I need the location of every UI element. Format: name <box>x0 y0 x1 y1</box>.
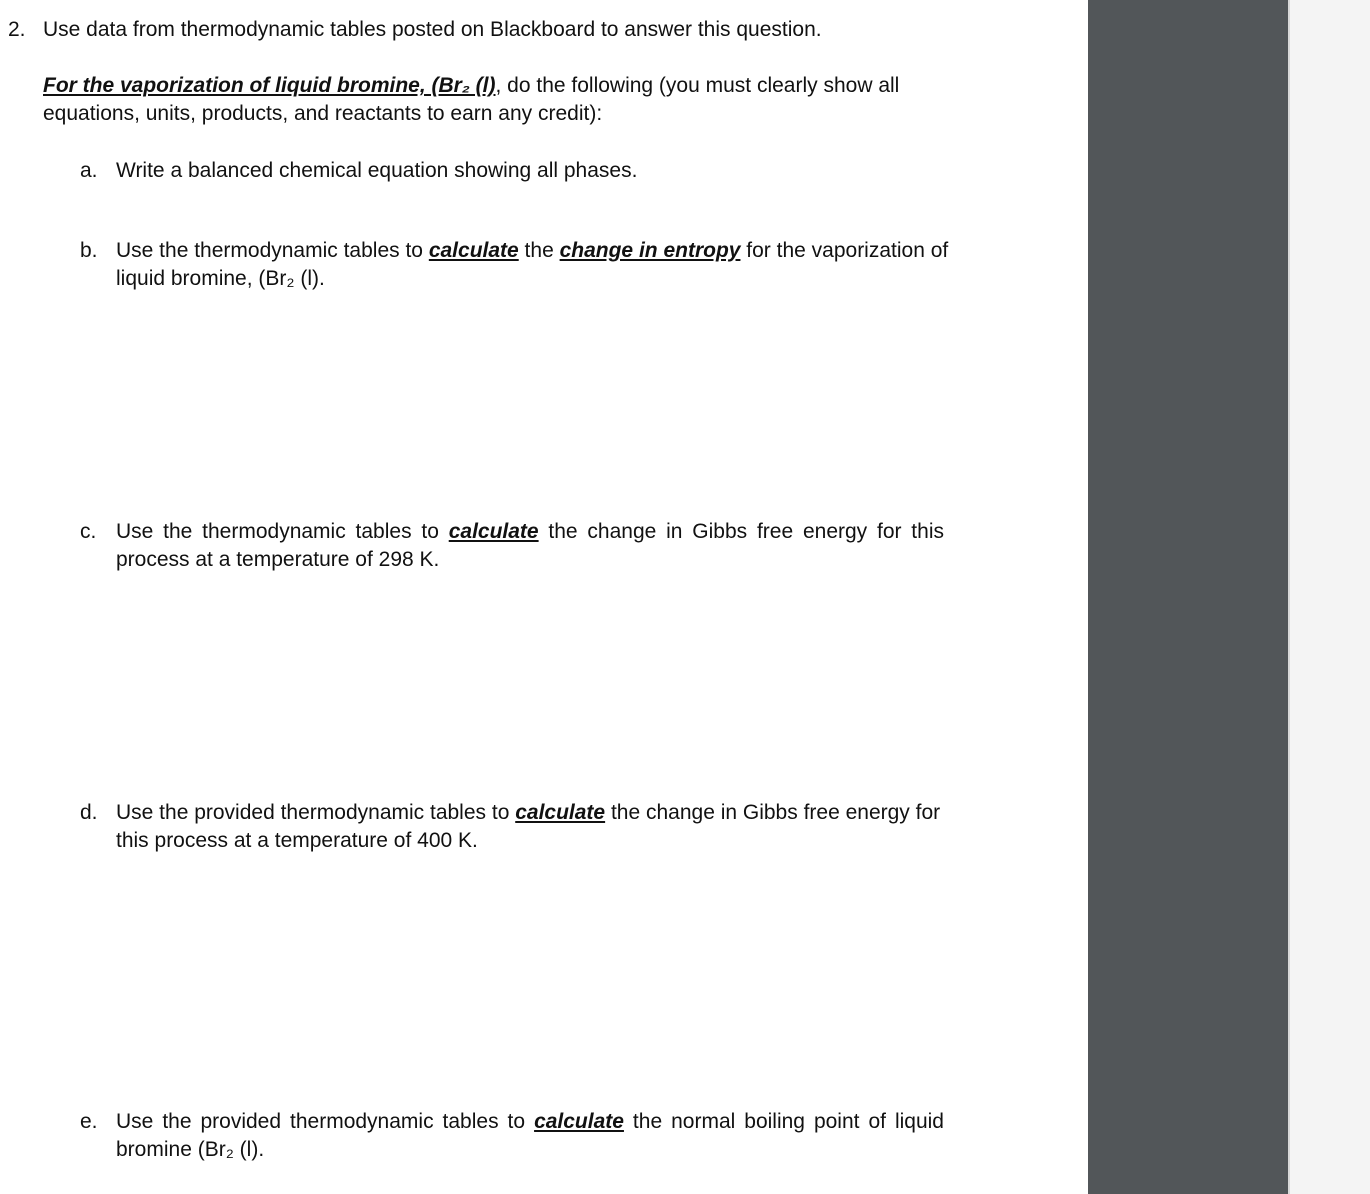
part-c-emphasis-calculate: calculate <box>448 520 539 543</box>
part-e-text-1: Use the provided thermodynamic tables to <box>116 1110 535 1133</box>
part-d-text-2: the change in Gibbs free energy for <box>605 801 941 824</box>
side-scroll-strip[interactable] <box>1288 0 1370 1194</box>
part-b-text-2: the <box>518 239 560 262</box>
part-c-text-2: the change in Gibbs free energy for this <box>538 520 944 543</box>
part-e-label: e. <box>80 1110 98 1133</box>
part-c-label: c. <box>80 520 97 543</box>
part-d-line-1 <box>116 799 940 827</box>
part-e-line-2: bromine (Br₂ (l). <box>116 1138 265 1161</box>
part-e-emphasis-calculate: calculate <box>534 1110 624 1133</box>
part-a-text: Write a balanced chemical equation showing all phases. <box>116 159 638 182</box>
part-e-line-1 <box>116 1108 944 1136</box>
part-b-line-1 <box>116 237 948 265</box>
part-d-emphasis-calculate: calculate <box>515 801 606 824</box>
question-lead-line-1 <box>43 72 899 100</box>
part-e-text-2: the normal boiling point of liquid <box>623 1110 944 1133</box>
part-d-line-2: this process at a temperature of 400 K. <box>116 829 478 852</box>
part-c-line-2: process at a temperature of 298 K. <box>116 548 440 571</box>
part-b-emphasis-calculate: calculate <box>428 239 519 262</box>
question-intro: Use data from thermodynamic tables posted on Blackboard to answer this question. <box>43 18 822 41</box>
viewer-background-panel <box>1088 0 1288 1194</box>
part-b-label: b. <box>80 239 98 262</box>
part-b-line-2: liquid bromine, (Br₂ (l). <box>116 267 325 290</box>
question-lead-line-2: equations, units, products, and reactants to earn any credit): <box>43 102 603 125</box>
part-b-emphasis-entropy: change in entropy <box>559 239 741 262</box>
part-c-line-1 <box>116 518 944 546</box>
part-b-text-3: for the vaporization of <box>740 239 949 262</box>
question-lead-rest-1: , do the following (you must clearly show all <box>495 74 900 97</box>
question-number: 2. <box>8 18 26 41</box>
part-d-text-1: Use the provided thermodynamic tables to <box>116 801 516 824</box>
part-b-text-1: Use the thermodynamic tables to <box>116 239 429 262</box>
part-c-text-1: Use the thermodynamic tables to <box>116 520 449 543</box>
part-d-label: d. <box>80 801 98 824</box>
part-a-label: a. <box>80 159 98 182</box>
question-lead-emphasis: For the vaporization of liquid bromine, (Br₂ (l) <box>43 74 496 97</box>
